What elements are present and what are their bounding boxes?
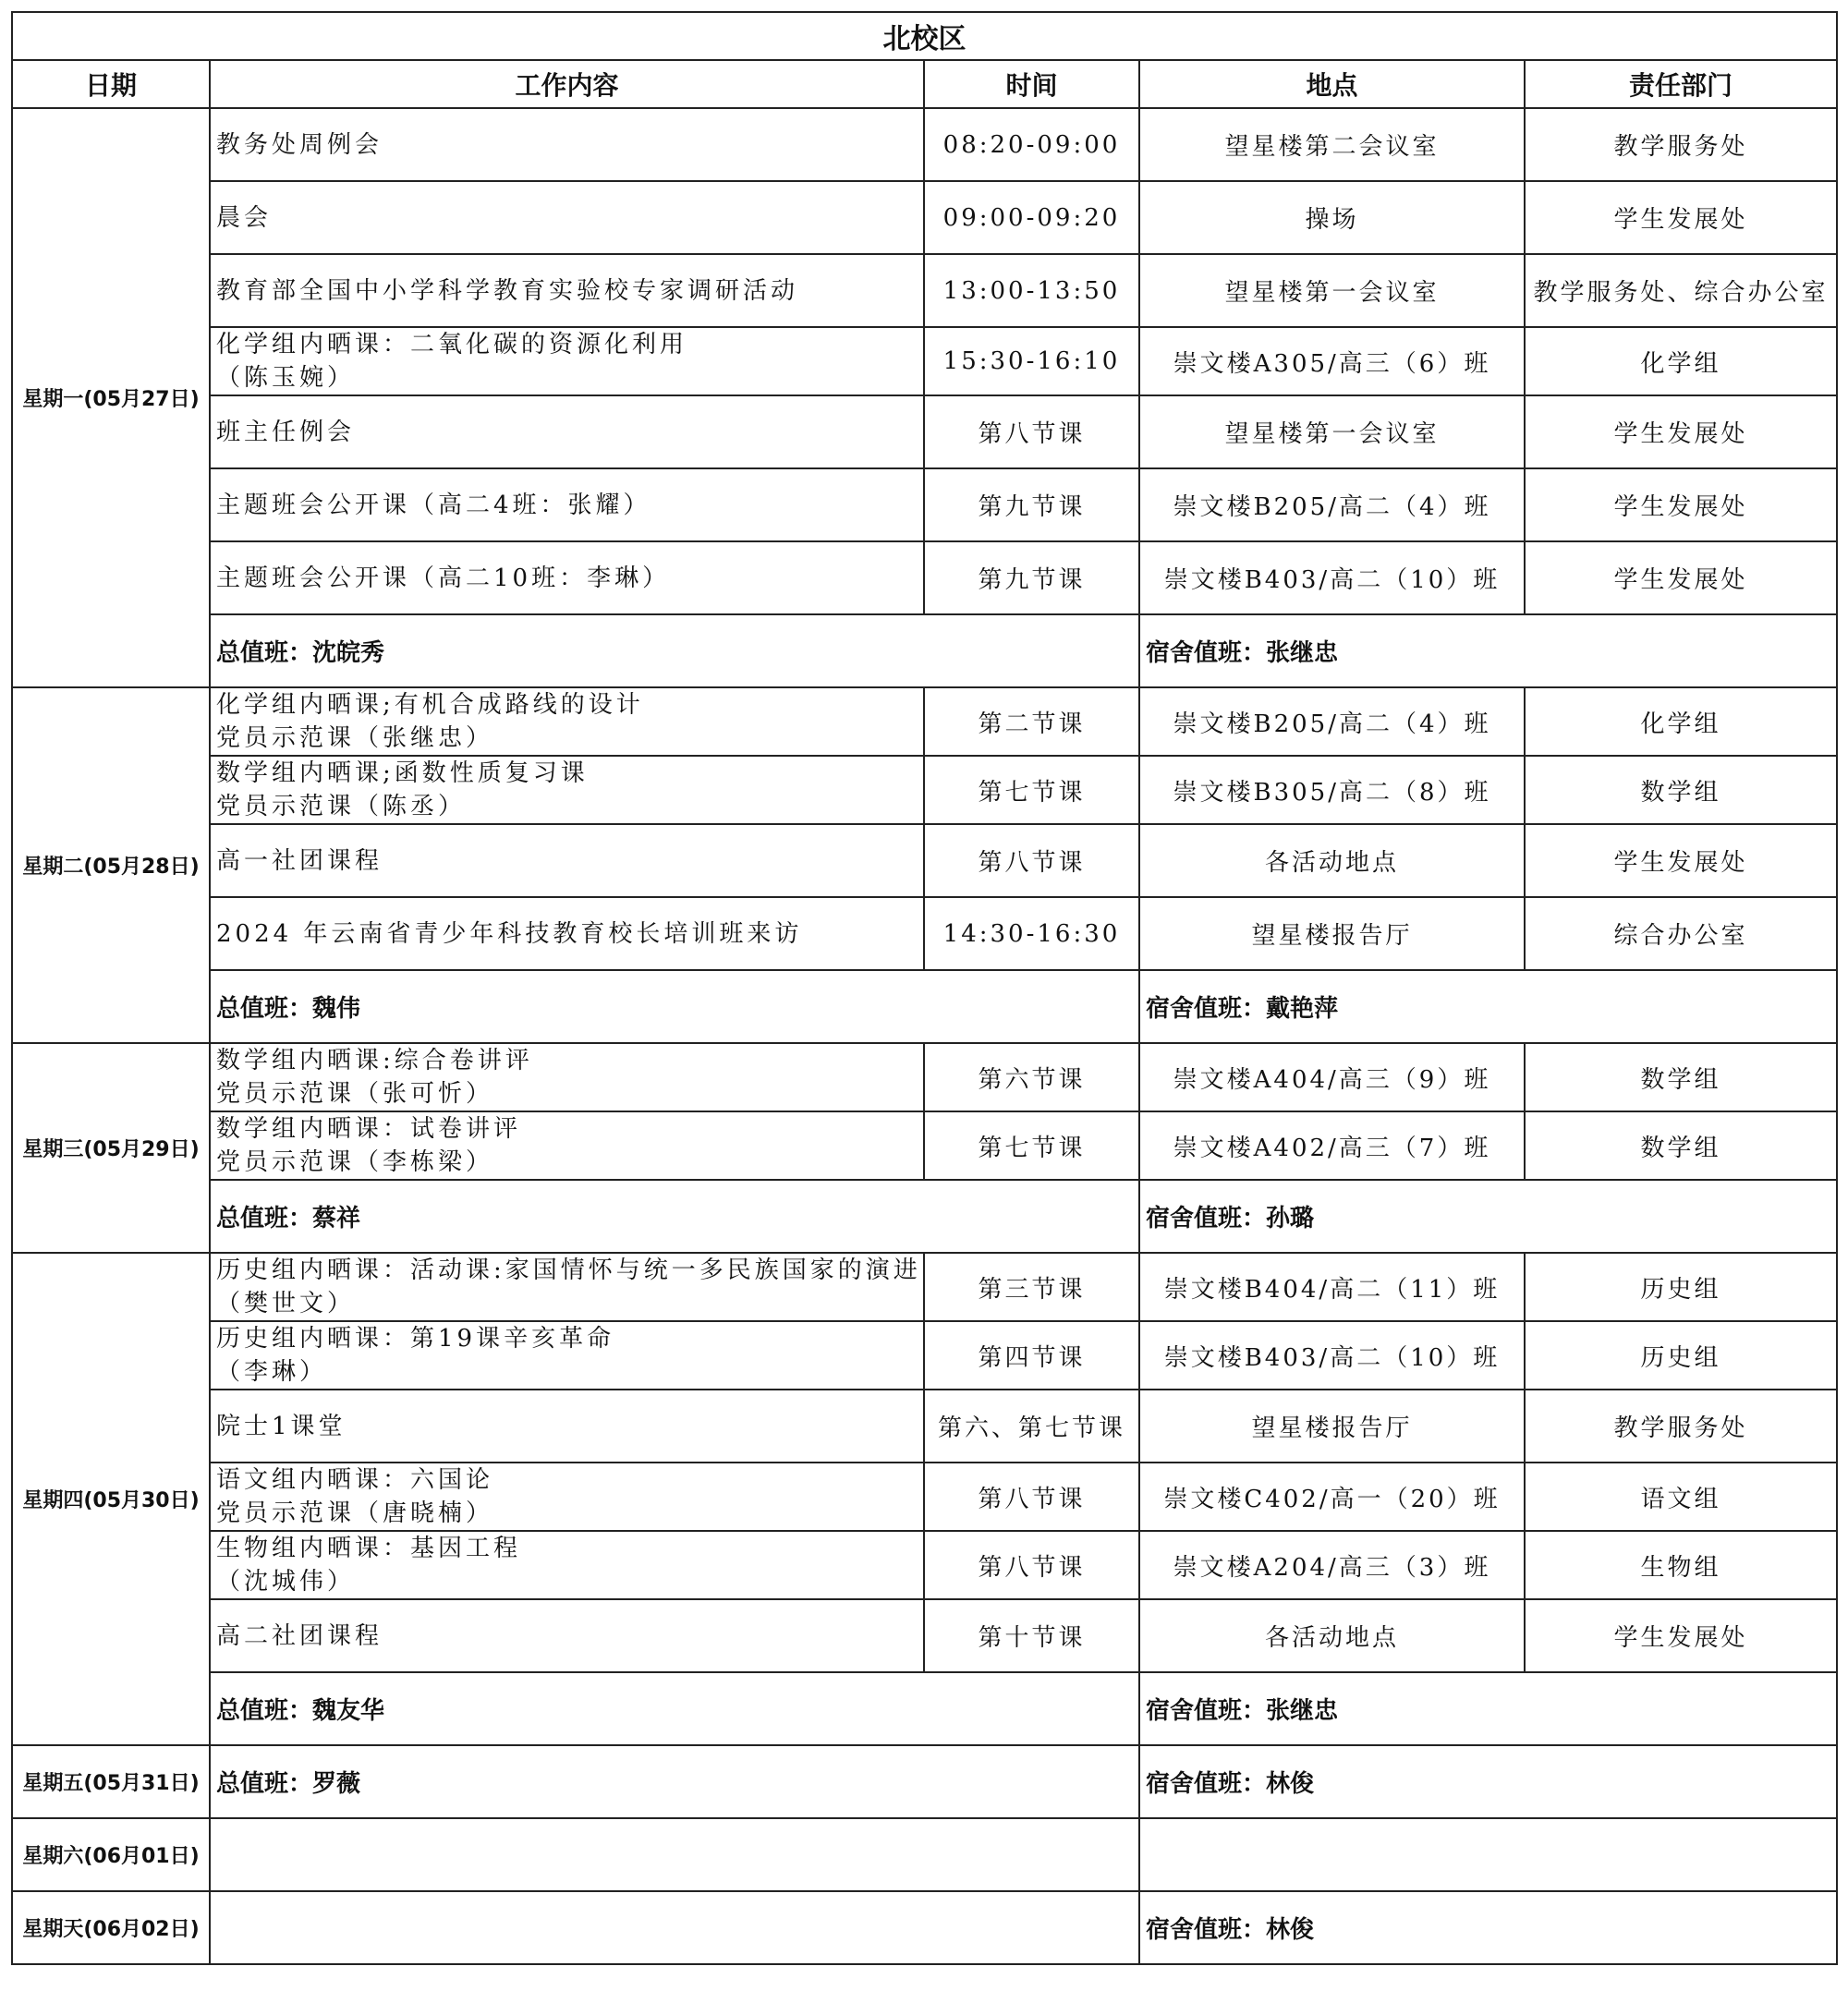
day-label: 星期四(05月30日) bbox=[12, 1253, 210, 1745]
work-time: 13:00-13:50 bbox=[924, 254, 1139, 327]
work-place: 崇文楼A204/高三（3）班 bbox=[1139, 1531, 1525, 1599]
header-date: 日期 bbox=[12, 60, 210, 108]
work-place: 崇文楼B403/高二（10）班 bbox=[1139, 1321, 1525, 1390]
day-label: 星期六(06月01日) bbox=[12, 1818, 210, 1891]
table-row bbox=[12, 897, 1837, 970]
work-content bbox=[210, 1531, 924, 1599]
work-time: 第七节课 bbox=[924, 1111, 1139, 1180]
work-content-line: 班主任例会 bbox=[216, 418, 356, 446]
work-time: 09:00-09:20 bbox=[924, 181, 1139, 254]
work-place: 崇文楼B205/高二（4）班 bbox=[1139, 687, 1525, 756]
schedule-table bbox=[11, 11, 1838, 1965]
work-content bbox=[210, 108, 924, 181]
work-content bbox=[210, 181, 924, 254]
work-content bbox=[210, 1599, 924, 1672]
work-dept: 数学组 bbox=[1525, 756, 1837, 824]
work-content-line: 党员示范课（陈丞） bbox=[216, 793, 467, 820]
work-dept: 教学服务处 bbox=[1525, 108, 1837, 181]
work-time: 第八节课 bbox=[924, 1531, 1139, 1599]
work-time: 第九节课 bbox=[924, 541, 1139, 614]
work-content bbox=[210, 756, 924, 824]
header-place: 地点 bbox=[1139, 60, 1525, 108]
day-label: 星期三(05月29日) bbox=[12, 1043, 210, 1253]
work-time: 第八节课 bbox=[924, 1463, 1139, 1531]
duty-general: 总值班：蔡祥 bbox=[210, 1180, 1139, 1253]
duty-row bbox=[12, 1891, 1837, 1964]
header-dept: 责任部门 bbox=[1525, 60, 1837, 108]
work-place: 望星楼报告厅 bbox=[1139, 1390, 1525, 1463]
work-content-line: 数学组内晒课:综合卷讲评 bbox=[216, 1047, 533, 1074]
work-content bbox=[210, 327, 924, 395]
work-dept: 教学服务处 bbox=[1525, 1390, 1837, 1463]
work-dept: 生物组 bbox=[1525, 1531, 1837, 1599]
work-content-line: 教育部全国中小学科学教育实验校专家调研活动 bbox=[216, 276, 799, 305]
work-content bbox=[210, 687, 924, 756]
work-content bbox=[210, 541, 924, 614]
table-row bbox=[12, 254, 1837, 327]
work-content-line: 晨会 bbox=[216, 203, 273, 232]
work-place: 望星楼第一会议室 bbox=[1139, 254, 1525, 327]
work-content-line: （李琳） bbox=[216, 1358, 328, 1386]
work-place: 操场 bbox=[1139, 181, 1525, 254]
duty-general: 总值班：魏伟 bbox=[210, 970, 1139, 1043]
work-place: 各活动地点 bbox=[1139, 824, 1525, 897]
work-dept: 学生发展处 bbox=[1525, 395, 1837, 468]
day-label: 星期五(05月31日) bbox=[12, 1745, 210, 1818]
work-dept: 语文组 bbox=[1525, 1463, 1837, 1531]
work-content-line: 教务处周例会 bbox=[216, 130, 383, 159]
work-content-line: 主题班会公开课（高二10班：李琳） bbox=[216, 564, 671, 592]
table-row bbox=[12, 824, 1837, 897]
work-content bbox=[210, 1321, 924, 1390]
table-row bbox=[12, 108, 1837, 181]
work-content-line: 2024 年云南省青少年科技教育校长培训班来访 bbox=[216, 919, 803, 948]
work-dept: 化学组 bbox=[1525, 687, 1837, 756]
work-content-line: 党员示范课（张继忠） bbox=[216, 724, 494, 752]
work-content bbox=[210, 1390, 924, 1463]
table-row bbox=[12, 1463, 1837, 1531]
work-content-line: 党员示范课（唐晓楠） bbox=[216, 1499, 494, 1527]
work-dept: 综合办公室 bbox=[1525, 897, 1837, 970]
work-content-line: 党员示范课（李栋梁） bbox=[216, 1148, 494, 1176]
work-content-line: 历史组内晒课：第19课辛亥革命 bbox=[216, 1325, 615, 1353]
duty-row bbox=[12, 1818, 1837, 1891]
table-row bbox=[12, 1253, 1837, 1321]
work-dept: 数学组 bbox=[1525, 1111, 1837, 1180]
table-row bbox=[12, 1043, 1837, 1111]
work-time: 第三节课 bbox=[924, 1253, 1139, 1321]
work-time: 第二节课 bbox=[924, 687, 1139, 756]
table-row bbox=[12, 1599, 1837, 1672]
work-place: 望星楼第二会议室 bbox=[1139, 108, 1525, 181]
work-content-line: 数学组内晒课;函数性质复习课 bbox=[216, 759, 589, 787]
work-place: 崇文楼A402/高三（7）班 bbox=[1139, 1111, 1525, 1180]
table-row bbox=[12, 395, 1837, 468]
work-content-line: 数学组内晒课：试卷讲评 bbox=[216, 1115, 522, 1143]
work-content-line: 高一社团课程 bbox=[216, 846, 383, 875]
duty-dorm: 宿舍值班：林俊 bbox=[1139, 1745, 1837, 1818]
work-place: 崇文楼A305/高三（6）班 bbox=[1139, 327, 1525, 395]
work-content bbox=[210, 395, 924, 468]
duty-general: 总值班：魏友华 bbox=[210, 1672, 1139, 1745]
work-place: 崇文楼B403/高二（10）班 bbox=[1139, 541, 1525, 614]
work-dept: 化学组 bbox=[1525, 327, 1837, 395]
table-row bbox=[12, 687, 1837, 756]
day-label: 星期一(05月27日) bbox=[12, 108, 210, 687]
work-content bbox=[210, 824, 924, 897]
work-place: 崇文楼A404/高三（9）班 bbox=[1139, 1043, 1525, 1111]
work-place: 崇文楼B305/高二（8）班 bbox=[1139, 756, 1525, 824]
work-place: 崇文楼C402/高一（20）班 bbox=[1139, 1463, 1525, 1531]
table-row bbox=[12, 1390, 1837, 1463]
duty-row bbox=[12, 614, 1837, 687]
table-row bbox=[12, 541, 1837, 614]
work-content bbox=[210, 1043, 924, 1111]
work-dept: 学生发展处 bbox=[1525, 181, 1837, 254]
work-content bbox=[210, 1463, 924, 1531]
work-content bbox=[210, 254, 924, 327]
day-label: 星期天(06月02日) bbox=[12, 1891, 210, 1964]
work-time: 第十节课 bbox=[924, 1599, 1139, 1672]
work-place: 崇文楼B404/高二（11）班 bbox=[1139, 1253, 1525, 1321]
table-row bbox=[12, 327, 1837, 395]
work-dept: 学生发展处 bbox=[1525, 468, 1837, 541]
work-place: 崇文楼B205/高二（4）班 bbox=[1139, 468, 1525, 541]
work-time: 08:20-09:00 bbox=[924, 108, 1139, 181]
table-row bbox=[12, 468, 1837, 541]
work-content bbox=[210, 468, 924, 541]
work-content-line: （陈玉婉） bbox=[216, 364, 356, 392]
work-content-line: （樊世文） bbox=[216, 1290, 356, 1317]
work-content-line: 化学组内晒课;有机合成路线的设计 bbox=[216, 691, 644, 719]
work-time: 第四节课 bbox=[924, 1321, 1139, 1390]
duty-row bbox=[12, 1180, 1837, 1253]
duty-general: 总值班：罗薇 bbox=[210, 1745, 1139, 1818]
work-place: 望星楼报告厅 bbox=[1139, 897, 1525, 970]
work-content-line: （沈城伟） bbox=[216, 1568, 356, 1596]
duty-dorm: 宿舍值班：林俊 bbox=[1139, 1891, 1837, 1964]
day-label: 星期二(05月28日) bbox=[12, 687, 210, 1043]
work-content-line: 语文组内晒课：六国论 bbox=[216, 1466, 494, 1494]
duty-row bbox=[12, 1745, 1837, 1818]
header-time: 时间 bbox=[924, 60, 1139, 108]
work-dept: 历史组 bbox=[1525, 1321, 1837, 1390]
work-dept: 教学服务处、综合办公室 bbox=[1525, 254, 1837, 327]
work-content-line: 院士1课堂 bbox=[216, 1412, 346, 1440]
work-content-line: 高二社团课程 bbox=[216, 1621, 383, 1650]
duty-dorm: 宿舍值班：戴艳萍 bbox=[1139, 970, 1837, 1043]
table-row bbox=[12, 1111, 1837, 1180]
work-dept: 历史组 bbox=[1525, 1253, 1837, 1321]
work-place: 望星楼第一会议室 bbox=[1139, 395, 1525, 468]
table-row bbox=[12, 756, 1837, 824]
work-time: 第七节课 bbox=[924, 756, 1139, 824]
campus-title: 北校区 bbox=[12, 12, 1837, 60]
work-content bbox=[210, 1111, 924, 1180]
work-content-line: 生物组内晒课：基因工程 bbox=[216, 1535, 522, 1562]
duty-row bbox=[12, 1672, 1837, 1745]
work-dept: 数学组 bbox=[1525, 1043, 1837, 1111]
duty-dorm: 宿舍值班：张继忠 bbox=[1139, 1672, 1837, 1745]
work-content-line: 党员示范课（张可忻） bbox=[216, 1080, 494, 1108]
work-content bbox=[210, 897, 924, 970]
work-time: 第六、第七节课 bbox=[924, 1390, 1139, 1463]
work-time: 第八节课 bbox=[924, 824, 1139, 897]
duty-dorm: 宿舍值班：孙璐 bbox=[1139, 1180, 1837, 1253]
work-dept: 学生发展处 bbox=[1525, 541, 1837, 614]
duty-general bbox=[210, 1891, 1139, 1964]
duty-dorm bbox=[1139, 1818, 1837, 1891]
duty-general: 总值班：沈皖秀 bbox=[210, 614, 1139, 687]
work-content bbox=[210, 1253, 924, 1321]
table-row bbox=[12, 1321, 1837, 1390]
work-time: 第六节课 bbox=[924, 1043, 1139, 1111]
schedule-body bbox=[12, 108, 1837, 1964]
work-place: 各活动地点 bbox=[1139, 1599, 1525, 1672]
work-time: 第九节课 bbox=[924, 468, 1139, 541]
work-time: 第八节课 bbox=[924, 395, 1139, 468]
table-row bbox=[12, 1531, 1837, 1599]
duty-dorm: 宿舍值班：张继忠 bbox=[1139, 614, 1837, 687]
work-time: 14:30-16:30 bbox=[924, 897, 1139, 970]
work-content-line: 主题班会公开课（高二4班：张耀） bbox=[216, 491, 651, 519]
work-dept: 学生发展处 bbox=[1525, 824, 1837, 897]
work-content-line: 化学组内晒课：二氧化碳的资源化利用 bbox=[216, 331, 688, 358]
work-time: 15:30-16:10 bbox=[924, 327, 1139, 395]
work-content-line: 历史组内晒课：活动课:家国情怀与统一多民族国家的演进 bbox=[216, 1256, 921, 1284]
table-row bbox=[12, 181, 1837, 254]
header-content: 工作内容 bbox=[210, 60, 924, 108]
work-dept: 学生发展处 bbox=[1525, 1599, 1837, 1672]
duty-general bbox=[210, 1818, 1139, 1891]
duty-row bbox=[12, 970, 1837, 1043]
